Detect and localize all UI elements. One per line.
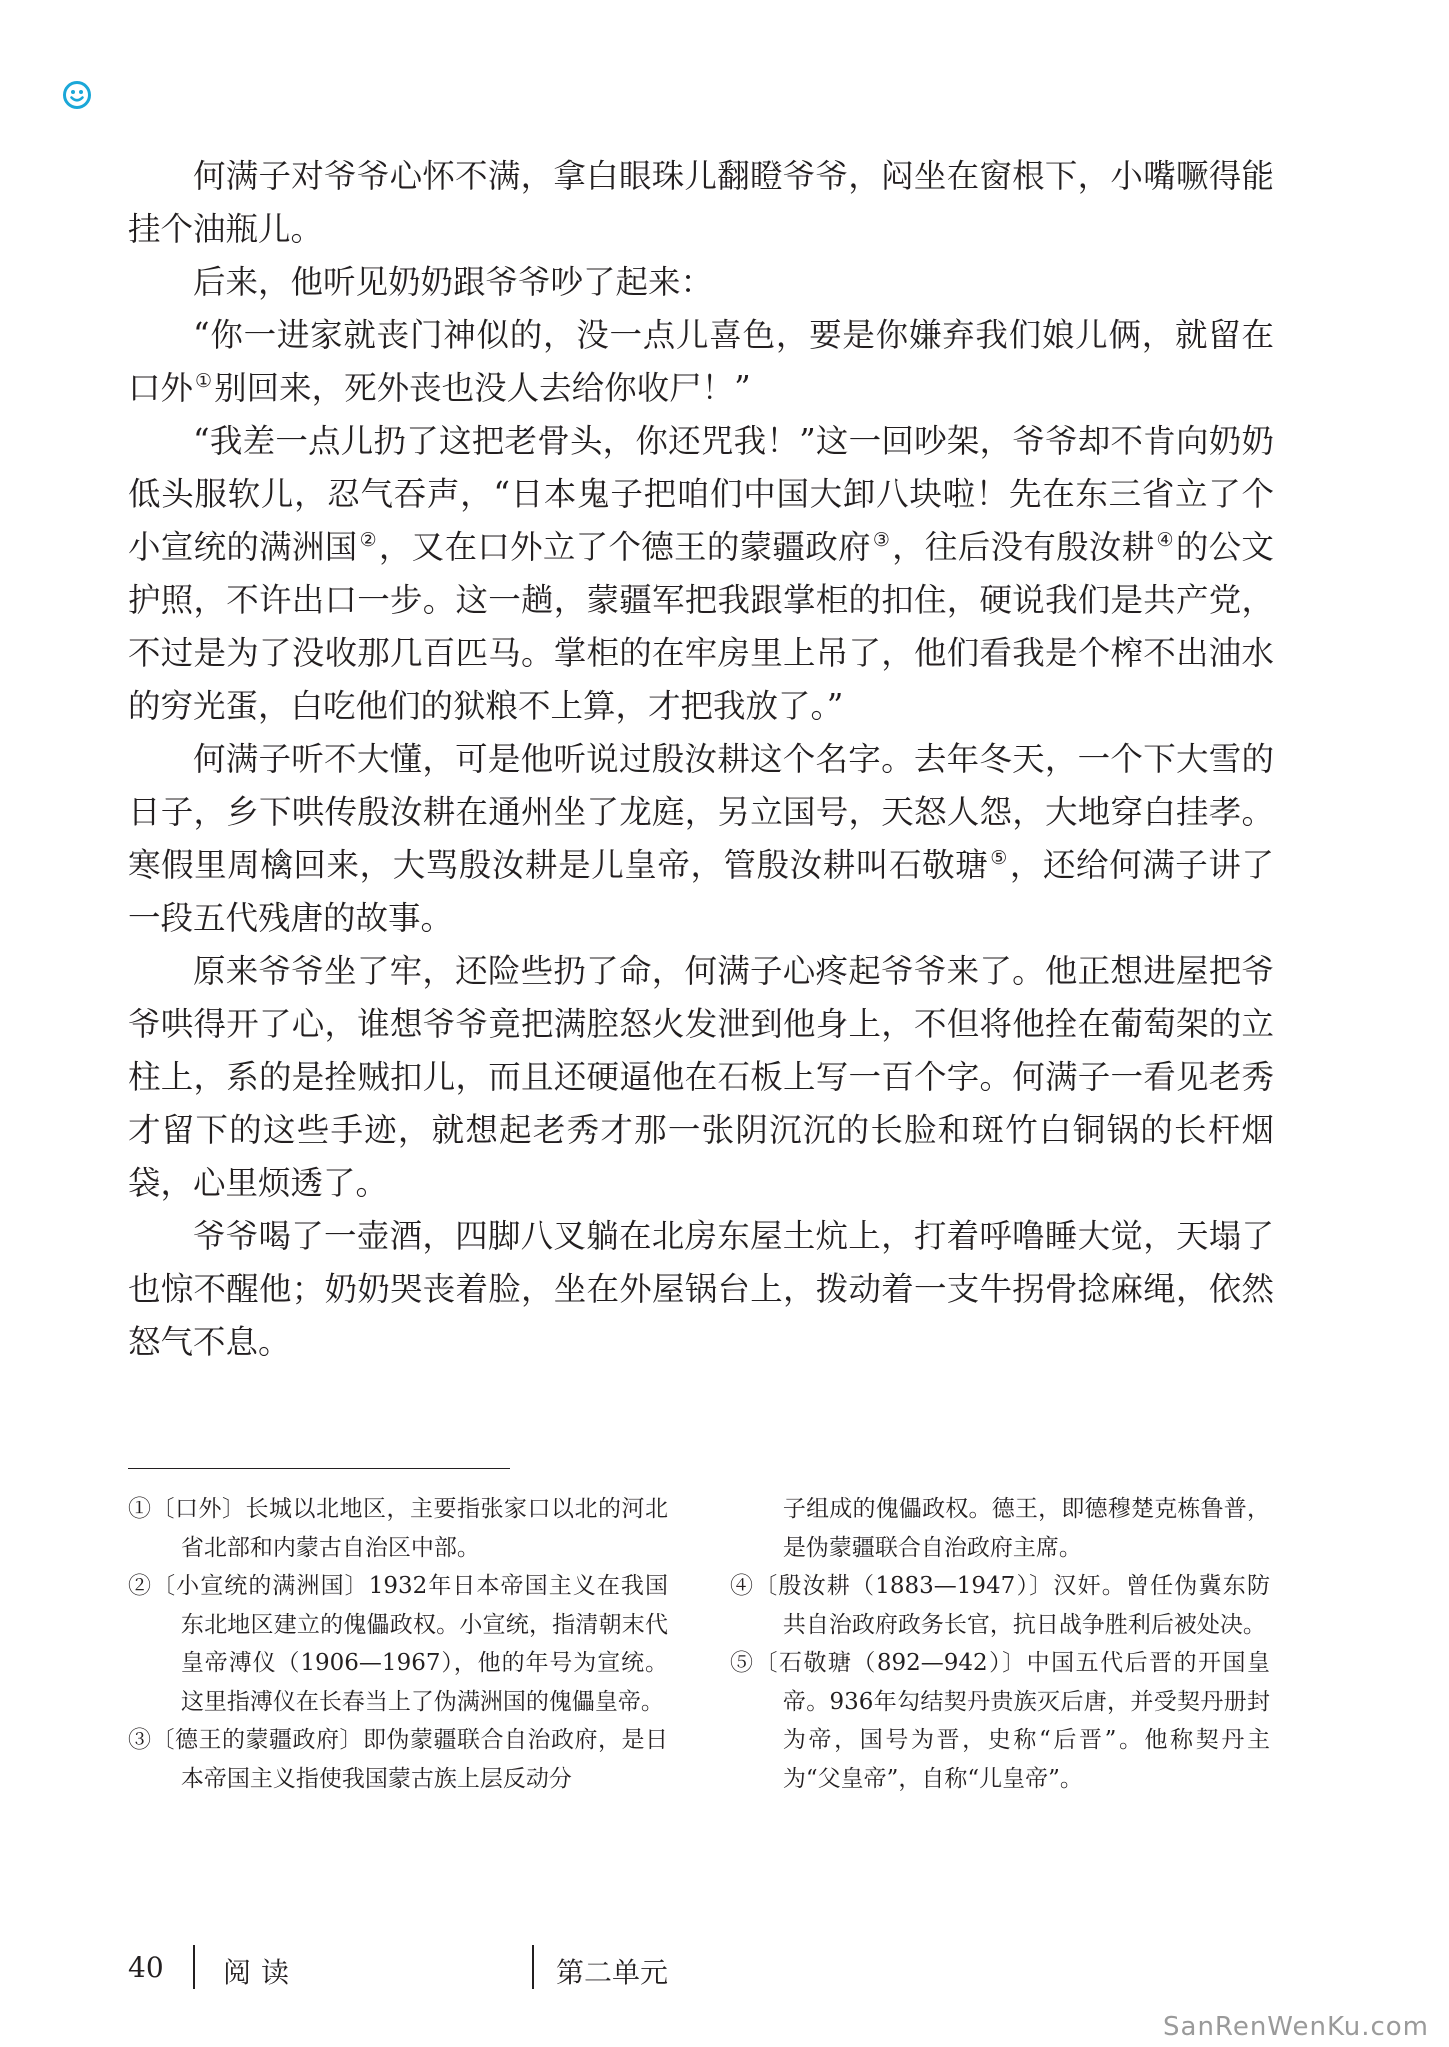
unit-label: 第二单元	[556, 1956, 669, 1989]
footnote-marker: ②	[359, 529, 377, 551]
paragraph: “你一进家就丧门神似的，没一点儿喜色，要是你嫌弃我们娘儿俩，就留在口外 ①别回来，死外丧也没人去给你收尸！”	[128, 316, 1274, 407]
watermark: SanRenWenKu.com	[1163, 2012, 1429, 2042]
footnote-marker: ①	[195, 370, 213, 392]
page-footer	[0, 1945, 1449, 1993]
footer-separator	[193, 1945, 195, 1989]
paragraph: 何满子听不大懂，可是他听说过殷汝耕这个名字。去年冬天，一个下大雪的日子，乡下哄传殷汝耕在通州坐了龙庭，另立国号，天怒人怨，大地穿白挂孝。寒假里周檎回来，大骂殷汝耕是儿皇帝，管殷汝耕叫石敬瑭 ⑤，还给何满子讲了一段五代残唐的故事。	[128, 740, 1274, 937]
footnote: ⑤〔石敬瑭（892—942）〕中国五代后晋的开国皇帝。936年勾结契丹贵族灭后唐，并受契丹册封为帝，国号为晋，史称“后晋”。他称契丹主为“父皇帝”，自称“儿皇帝”。	[730, 1650, 1270, 1792]
footnote: ③〔德王的蒙疆政府〕即伪蒙疆联合自治政府，是日本帝国主义指使我国蒙古族上层反动分	[128, 1727, 668, 1792]
main-text	[128, 150, 1274, 1369]
smiley-face-icon	[62, 80, 92, 110]
paragraph: 何满子对爷爷心怀不满，拿白眼珠儿翻瞪爷爷，闷坐在窗根下，小嘴噘得能挂个油瓶儿。	[128, 157, 1274, 248]
footnote-continuation: 子组成的傀儡政权。德王，即德穆楚克栋鲁普，是伪蒙疆联合自治政府主席。	[782, 1496, 1270, 1561]
footnotes-left-column	[128, 1490, 668, 1798]
section-label: 阅读	[223, 1956, 300, 1989]
paragraph: “我差一点儿扔了这把老骨头，你还咒我！”这一回吵架，爷爷却不肯向奶奶低头服软儿，忍气吞声，“日本鬼子把咱们中国大卸八块啦！先在东三省立了个小宣统的满洲国 ②，又在口外立了个德王的蒙疆政府 ③，往后没有殷汝耕 ④的公文护照，不许出口一步。这一趟，蒙疆军把我跟掌柜的扣住，硬说我们是共产党，不过是为了没收那几百匹马。掌柜的在牢房里上吊了，他们看我是个榨不出油水的穷光蛋，白吃他们的狱粮不上算，才把我放了。”	[128, 422, 1274, 725]
paragraph: 爷爷喝了一壶酒，四脚八叉躺在北房东屋土炕上，打着呼噜睡大觉，天塌了也惊不醒他；奶奶哭丧着脸，坐在外屋锅台上，拨动着一支牛拐骨捻麻绳，依然怒气不息。	[128, 1217, 1274, 1361]
footnote-divider	[128, 1468, 510, 1469]
footnote-marker: ③	[872, 529, 891, 551]
footnote: ①〔口外〕长城以北地区，主要指张家口以北的河北省北部和内蒙古自治区中部。	[128, 1496, 668, 1561]
page-number: 40	[128, 1951, 164, 1984]
footer-separator	[532, 1945, 534, 1989]
footnote-marker: ⑤	[990, 847, 1008, 869]
paragraph: 后来，他听见奶奶跟爷爷吵了起来：	[193, 263, 714, 301]
paragraph: 原来爷爷坐了牢，还险些扔了命，何满子心疼起爷爷来了。他正想进屋把爷爷哄得开了心，谁想爷爷竟把满腔怒火发泄到他身上，不但将他拴在葡萄架的立柱上，系的是拴贼扣儿，而且还硬逼他在石板上写一百个字。何满子一看见老秀才留下的这些手迹，就想起老秀才那一张阴沉沉的长脸和斑竹白铜锅的长杆烟袋，心里烦透了。	[128, 952, 1274, 1202]
footnotes-right-column	[730, 1490, 1270, 1798]
footnote: ④〔殷汝耕（1883—1947）〕汉奸。曾任伪冀东防共自治政府政务长官，抗日战争胜利后被处决。	[730, 1573, 1270, 1638]
footnote-marker: ④	[1156, 529, 1174, 551]
footnote: ②〔小宣统的满洲国〕1932年日本帝国主义在我国东北地区建立的傀儡政权。小宣统，指清朝末代皇帝溥仪（1906—1967），他的年号为宣统。这里指溥仪在长春当上了伪满洲国的傀儡皇帝。	[128, 1573, 668, 1715]
